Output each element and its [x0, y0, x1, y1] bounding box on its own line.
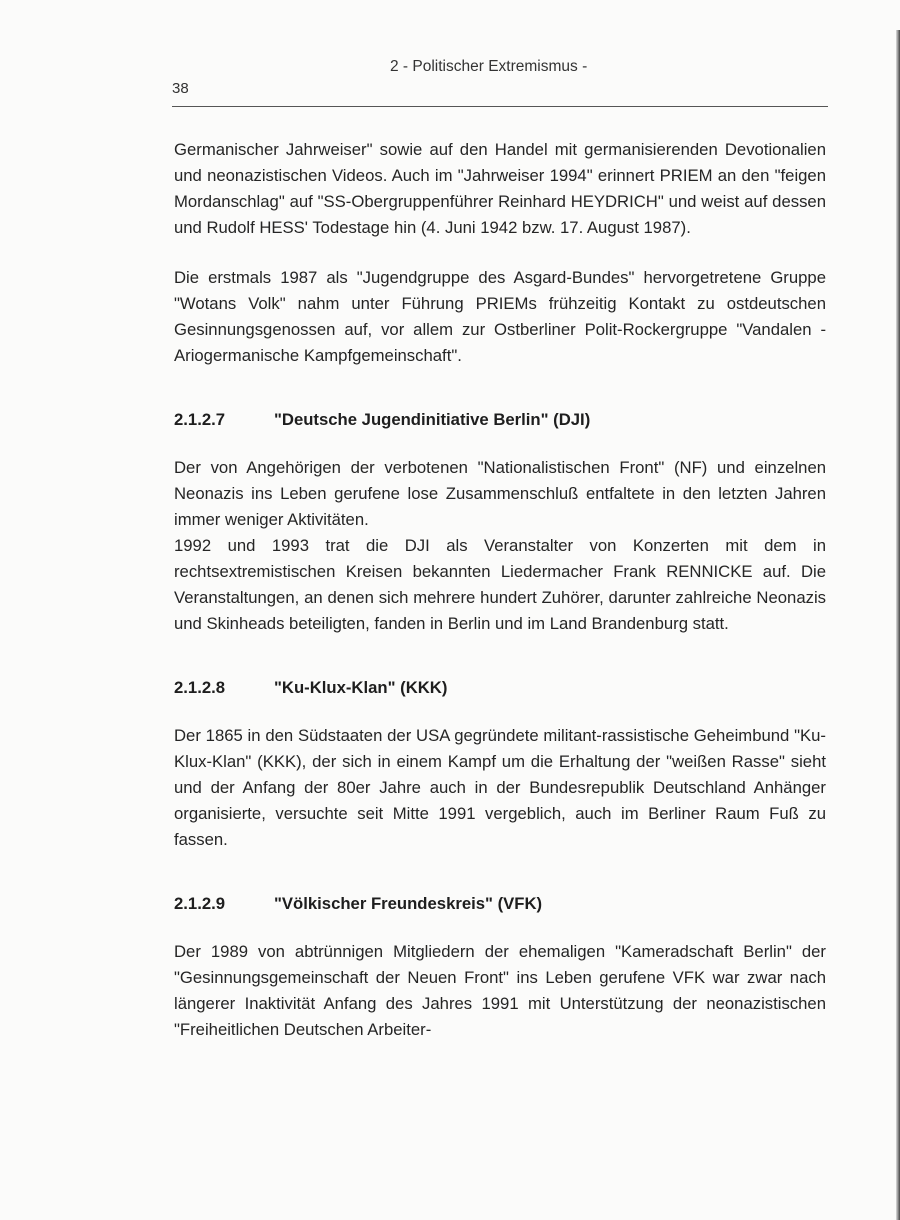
section-2-1-2-9 — [174, 891, 826, 1043]
paragraph: Der 1989 von abtrünnigen Mitgliedern der ehemaligen "Kameradschaft Berlin" der "Gesinnungsgemeinschaft der Neuen Front" ins Leben gerufene VFK war zwar nach längerer Inaktivität Anfang des Jahres 1991 mit Unterstützung der neonazistischen "Freiheitlichen Deutschen Arbeiter- — [174, 942, 826, 1039]
page-edge-shadow — [896, 30, 900, 1220]
running-head: 2 - Politischer Extremismus - — [390, 58, 588, 75]
section-heading — [174, 675, 826, 701]
section-number: 2.1.2.8 — [174, 678, 226, 697]
page-body — [174, 137, 826, 1043]
section-heading — [174, 407, 826, 433]
page-header — [172, 50, 828, 110]
paragraph: Der von Angehörigen der verbotenen "Nationalistischen Front" (NF) und einzelnen Neonazis ins Leben gerufene lose Zusammenschluß entfaltete in den letzten Jahren immer weniger Aktivitäten. — [174, 458, 826, 529]
paragraph: 1992 und 1993 trat die DJI als Veranstalter von Konzerten mit dem in rechtsextremistischen Kreisen bekannten Liedermacher Frank RENNICKE auf. Die Veranstaltungen, an denen sich mehrere hundert Zuhörer, darunter zahlreiche Neonazis und Skinheads beteiligten, fanden in Berlin und im Land Brandenburg statt. — [174, 536, 826, 633]
section-2-1-2-7 — [174, 407, 826, 637]
section-title: "Ku-Klux-Klan" (KKK) — [274, 678, 448, 697]
section-heading — [174, 891, 826, 917]
header-rule — [172, 106, 828, 107]
section-2-1-2-8 — [174, 675, 826, 853]
paragraph: Die erstmals 1987 als "Jugendgruppe des Asgard-Bundes" hervorgetretene Gruppe "Wotans Volk" nahm unter Führung PRIEMs frühzeitig Kontakt zu ostdeutschen Gesinnungsgenossen auf, vor allem zur Ostberliner Polit-Rockergruppe "Vandalen - Ariogermanische Kampfgemeinschaft". — [174, 268, 826, 365]
section-number: 2.1.2.9 — [174, 894, 226, 913]
section-title: "Deutsche Jugendinitiative Berlin" (DJI) — [274, 410, 591, 429]
section-title: "Völkischer Freundeskreis" (VFK) — [274, 894, 543, 913]
section-number: 2.1.2.7 — [174, 410, 226, 429]
page-number: 38 — [172, 80, 189, 97]
paragraph: Germanischer Jahrweiser" sowie auf den Handel mit germanisierenden Devotionalien und neonazistischen Videos. Auch im "Jahrweiser 1994" erinnert PRIEM an den "feigen Mordanschlag" auf "SS-Obergruppenführer Reinhard HEYDRICH" und weist auf dessen und Rudolf HESS' Todestage hin (4. Juni 1942 bzw. 17. August 1987). — [174, 140, 826, 237]
paragraph: Der 1865 in den Südstaaten der USA gegründete militant-rassistische Geheimbund "Ku-Klux-Klan" (KKK), der sich in einem Kampf um die Erhaltung der "weißen Rasse" sieht und der Anfang der 80er Jahre auch in der Bundesrepublik Deutschland Anhänger organisierte, versuchte seit Mitte 1991 vergeblich, auch im Berliner Raum Fuß zu fassen. — [174, 726, 826, 849]
